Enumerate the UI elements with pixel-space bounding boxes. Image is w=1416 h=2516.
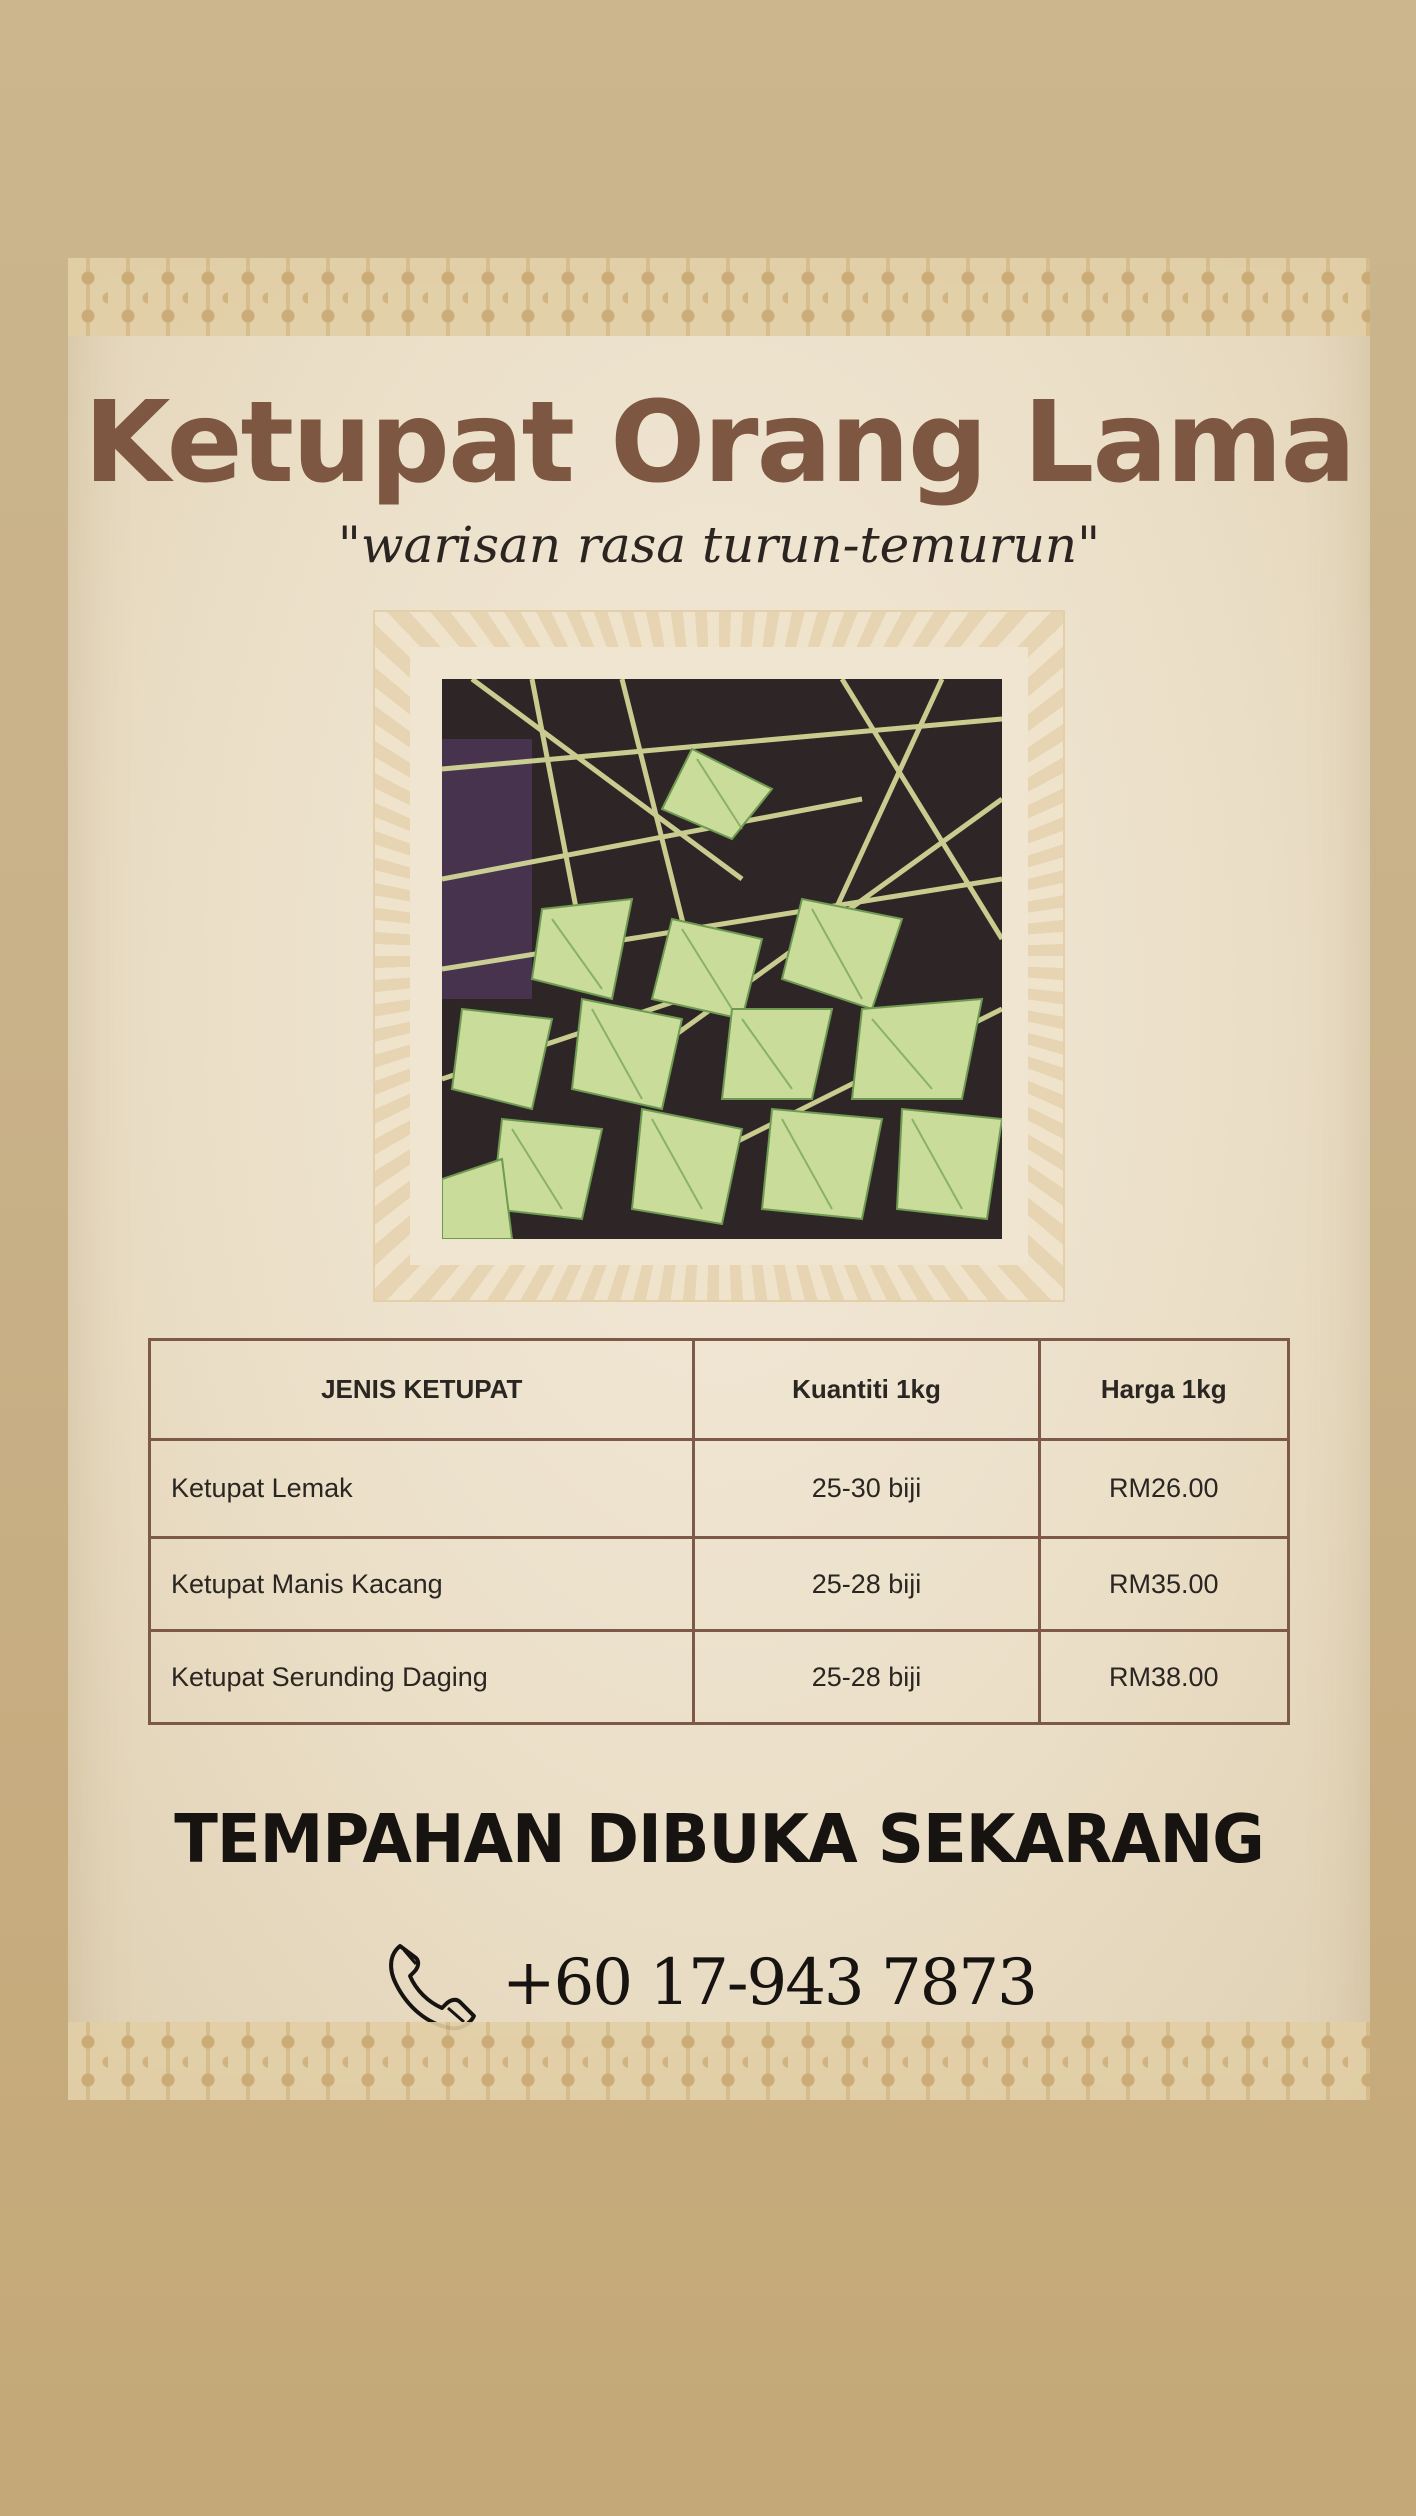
ketupat-type-cell: Ketupat Lemak — [150, 1440, 694, 1538]
price-cell: RM35.00 — [1039, 1538, 1288, 1631]
column-header-price: Harga 1kg — [1039, 1340, 1288, 1440]
price-table — [148, 1338, 1290, 1725]
ketupat-type-cell: Ketupat Manis Kacang — [150, 1538, 694, 1631]
photo-frame — [373, 610, 1065, 1302]
table-row — [150, 1440, 1289, 1538]
poster — [68, 258, 1370, 2100]
phone-number: +60 17-943 7873 — [502, 1946, 1036, 2020]
ketupat-illustration — [442, 679, 1002, 1239]
column-header-type: JENIS KETUPAT — [150, 1340, 694, 1440]
price-cell: RM26.00 — [1039, 1440, 1288, 1538]
photo-mat — [410, 647, 1028, 1265]
ketupat-type-cell: Ketupat Serunding Daging — [150, 1631, 694, 1724]
table-row — [150, 1538, 1289, 1631]
column-header-quantity: Kuantiti 1kg — [694, 1340, 1039, 1440]
table-row — [150, 1631, 1289, 1724]
poster-tagline: "warisan rasa turun-temurun" — [337, 516, 1101, 574]
order-now-heading: TEMPAHAN DIBUKA SEKARANG — [174, 1801, 1264, 1879]
ketupat-photo — [442, 679, 1002, 1239]
quantity-cell: 25-28 biji — [694, 1631, 1039, 1724]
poster-title: Ketupat Orang Lama — [83, 378, 1355, 508]
price-cell: RM38.00 — [1039, 1631, 1288, 1724]
table-header-row — [150, 1340, 1289, 1440]
quantity-cell: 25-30 biji — [694, 1440, 1039, 1538]
decorative-border-top — [68, 258, 1370, 336]
decorative-border-bottom — [68, 2022, 1370, 2100]
quantity-cell: 25-28 biji — [694, 1538, 1039, 1631]
